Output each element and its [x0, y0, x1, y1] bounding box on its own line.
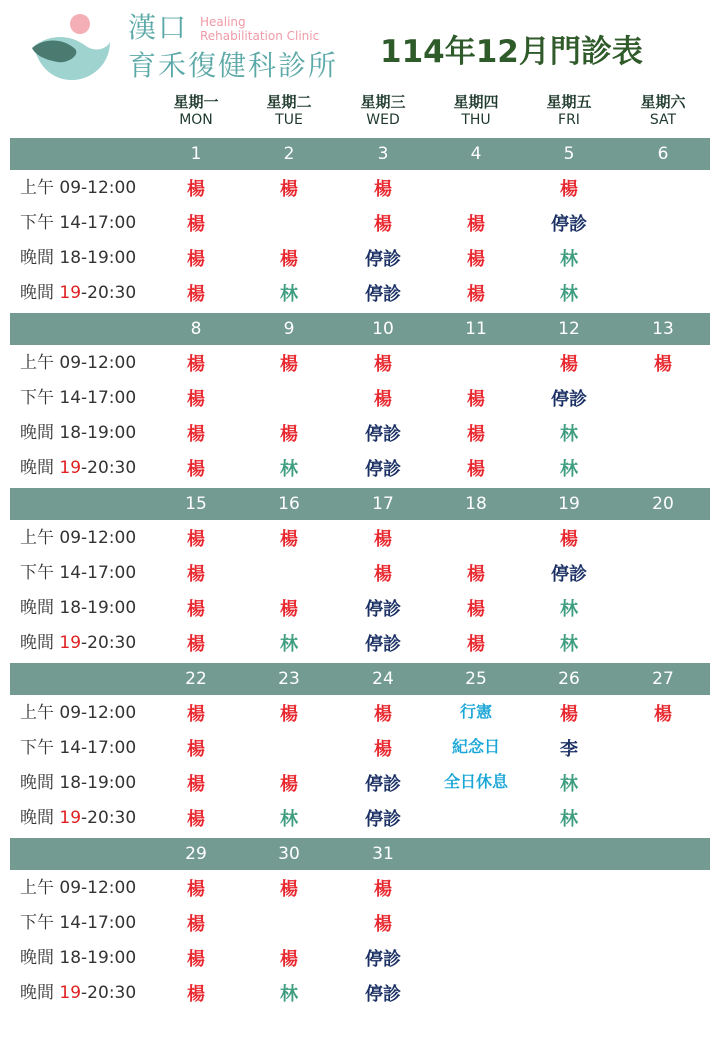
time-slot-text: 上午 09-12:00 [20, 528, 137, 548]
time-slot-label [20, 738, 136, 758]
date-cell: 27 [652, 669, 674, 689]
doctor-cell: 停診 [365, 249, 401, 270]
week-block [10, 663, 710, 838]
time-slot-label [20, 703, 136, 723]
doctor-cell: 楊 [374, 389, 392, 410]
doctor-cell: 停診 [365, 634, 401, 655]
holiday-note: 行憲 [459, 702, 492, 721]
time-slot-text-end: -20:30 [81, 633, 137, 653]
doctor-cell: 楊 [374, 529, 392, 550]
date-cell: 15 [185, 494, 207, 514]
time-slot-text: 上午 09-12:00 [20, 353, 137, 373]
time-slot-label [20, 878, 136, 898]
day-header-cn: 星期三 [360, 93, 406, 111]
time-slot-label [20, 423, 136, 443]
doctor-cell: 楊 [560, 704, 578, 725]
doctor-cell: 楊 [187, 634, 205, 655]
week-date-bar [10, 313, 710, 345]
time-slot-label [20, 353, 136, 373]
page-title: 114年12月門診表 [380, 34, 643, 70]
time-slot-text: 下午 14-17:00 [20, 388, 137, 408]
doctor-cell: 楊 [187, 984, 205, 1005]
doctor-cell: 楊 [280, 879, 298, 900]
week-block [10, 138, 710, 313]
doctor-cell: 楊 [560, 179, 578, 200]
day-header-cn: 星期六 [640, 93, 686, 111]
doctor-cell: 楊 [467, 424, 485, 445]
doctor-cell: 停診 [365, 424, 401, 445]
doctor-cell: 楊 [280, 354, 298, 375]
time-slot-label [20, 773, 136, 793]
clinic-name-line2: 育禾復健科診所 [128, 49, 339, 82]
time-slot-label [20, 948, 136, 968]
doctor-cell: 楊 [654, 704, 672, 725]
date-cell: 23 [278, 669, 300, 689]
time-slot-text: 晚間 [20, 283, 60, 303]
doctor-cell: 停診 [551, 389, 587, 410]
clinic-name-en-line2: Rehabilitation Clinic [200, 29, 320, 43]
doctor-cell: 楊 [467, 284, 485, 305]
holiday-note: 全日休息 [443, 772, 508, 791]
doctor-cell: 楊 [280, 949, 298, 970]
week-date-bar [10, 663, 710, 695]
time-slot-text: 晚間 18-19:00 [20, 423, 137, 443]
day-header-cn: 星期二 [266, 93, 312, 111]
date-cell: 6 [657, 144, 669, 164]
date-cell: 4 [470, 144, 482, 164]
week-date-bar [10, 488, 710, 520]
doctor-cell: 林 [560, 284, 578, 305]
clinic-name-en [200, 15, 350, 43]
time-slot-highlight: 19 [59, 283, 82, 303]
doctor-cell: 停診 [365, 284, 401, 305]
doctor-cell: 楊 [187, 529, 205, 550]
doctor-cell: 楊 [187, 809, 205, 830]
day-header-wed [336, 92, 430, 128]
date-cell: 2 [283, 144, 295, 164]
doctor-cell: 楊 [187, 914, 205, 935]
time-slot-highlight: 19 [59, 458, 82, 478]
day-header-en: TUE [275, 112, 303, 128]
date-cell: 19 [558, 494, 580, 514]
doctor-cell: 楊 [187, 179, 205, 200]
doctor-cell: 楊 [187, 704, 205, 725]
doctor-cell: 楊 [467, 459, 485, 480]
day-header-cn: 星期一 [173, 93, 219, 111]
time-slot-label [20, 563, 136, 583]
week-date-bar [10, 138, 710, 170]
date-cell: 11 [465, 319, 487, 339]
doctor-cell: 楊 [187, 249, 205, 270]
doctor-cell: 楊 [187, 739, 205, 760]
doctor-cell: 楊 [187, 214, 205, 235]
doctor-cell: 林 [280, 284, 298, 305]
doctor-cell: 楊 [374, 879, 392, 900]
time-slot-label [20, 598, 136, 618]
day-header-en: MON [179, 112, 213, 128]
time-slot-text-end: -20:30 [81, 283, 137, 303]
doctor-cell: 楊 [187, 949, 205, 970]
doctor-cell: 楊 [187, 284, 205, 305]
doctor-cell: 林 [560, 599, 578, 620]
doctor-cell: 林 [560, 634, 578, 655]
doctor-cell: 楊 [467, 599, 485, 620]
doctor-cell: 林 [280, 459, 298, 480]
date-cell: 17 [372, 494, 394, 514]
doctor-cell: 李 [560, 739, 578, 760]
day-header-tue [242, 92, 336, 128]
doctor-cell: 楊 [467, 389, 485, 410]
time-slot-text: 下午 14-17:00 [20, 213, 137, 233]
clinic-logo-icon [30, 12, 112, 84]
time-slot-text: 晚間 [20, 458, 60, 478]
time-slot-text: 晚間 18-19:00 [20, 773, 137, 793]
doctor-cell: 楊 [560, 529, 578, 550]
doctor-cell: 停診 [365, 809, 401, 830]
time-slot-label [20, 913, 136, 933]
day-header-en: SAT [649, 112, 677, 128]
date-cell: 10 [372, 319, 394, 339]
date-cell: 31 [372, 844, 394, 864]
doctor-cell: 楊 [374, 914, 392, 935]
date-cell: 13 [652, 319, 674, 339]
doctor-cell: 楊 [374, 704, 392, 725]
time-slot-label [20, 213, 136, 233]
doctor-cell: 楊 [187, 879, 205, 900]
date-cell: 16 [278, 494, 300, 514]
clinic-name-en-line1: Healing [200, 15, 246, 29]
time-slot-highlight: 19 [59, 808, 82, 828]
doctor-cell: 楊 [280, 704, 298, 725]
doctor-cell: 楊 [374, 179, 392, 200]
doctor-cell: 林 [560, 424, 578, 445]
doctor-cell: 楊 [560, 354, 578, 375]
date-cell: 25 [465, 669, 487, 689]
date-cell: 22 [185, 669, 207, 689]
day-header-en: FRI [558, 112, 580, 128]
doctor-cell: 停診 [551, 214, 587, 235]
time-slot-text: 晚間 18-19:00 [20, 598, 137, 618]
time-slot-label [20, 283, 136, 303]
day-header-en: WED [366, 112, 400, 128]
doctor-cell: 林 [560, 249, 578, 270]
date-cell: 8 [190, 319, 202, 339]
doctor-cell: 楊 [374, 739, 392, 760]
doctor-cell: 楊 [187, 424, 205, 445]
doctor-cell: 楊 [280, 424, 298, 445]
doctor-cell: 林 [560, 809, 578, 830]
time-slot-text-end: -20:30 [81, 983, 137, 1003]
date-cell: 3 [377, 144, 389, 164]
doctor-cell: 停診 [365, 599, 401, 620]
doctor-cell: 楊 [654, 354, 672, 375]
time-slot-text: 上午 09-12:00 [20, 703, 137, 723]
time-slot-label [20, 808, 136, 828]
doctor-cell: 楊 [467, 214, 485, 235]
doctor-cell: 楊 [467, 249, 485, 270]
day-header-mon [149, 92, 243, 128]
doctor-cell: 楊 [187, 774, 205, 795]
week-block [10, 488, 710, 663]
holiday-note: 紀念日 [451, 737, 500, 756]
time-slot-highlight: 19 [59, 633, 82, 653]
doctor-cell: 停診 [365, 949, 401, 970]
time-slot-label [20, 388, 136, 408]
time-slot-text: 晚間 [20, 808, 60, 828]
time-slot-label [20, 248, 136, 268]
doctor-cell: 林 [280, 984, 298, 1005]
day-header-cn: 星期五 [546, 93, 592, 111]
time-slot-label [20, 458, 136, 478]
date-cell: 1 [190, 144, 202, 164]
time-slot-text: 晚間 18-19:00 [20, 248, 137, 268]
doctor-cell: 楊 [467, 634, 485, 655]
time-slot-text: 下午 14-17:00 [20, 738, 137, 758]
time-slot-label [20, 178, 136, 198]
date-cell: 24 [372, 669, 394, 689]
time-slot-label [20, 528, 136, 548]
doctor-cell: 停診 [551, 564, 587, 585]
doctor-cell: 林 [560, 774, 578, 795]
doctor-cell: 停診 [365, 459, 401, 480]
clinic-name-line1: 漢口 [128, 11, 189, 44]
date-cell: 9 [283, 319, 295, 339]
day-header-en: THU [461, 112, 491, 128]
time-slot-text: 晚間 [20, 983, 60, 1003]
day-header-cn: 星期四 [453, 93, 499, 111]
time-slot-text: 晚間 18-19:00 [20, 948, 137, 968]
doctor-cell: 楊 [280, 774, 298, 795]
doctor-cell: 林 [280, 809, 298, 830]
doctor-cell: 楊 [187, 564, 205, 585]
time-slot-text-end: -20:30 [81, 808, 137, 828]
doctor-cell: 楊 [280, 529, 298, 550]
doctor-cell: 楊 [280, 599, 298, 620]
doctor-cell: 林 [560, 459, 578, 480]
doctor-cell: 林 [280, 634, 298, 655]
week-block [10, 313, 710, 488]
doctor-cell: 楊 [187, 599, 205, 620]
week-block [10, 838, 710, 1013]
doctor-cell: 楊 [280, 249, 298, 270]
date-cell: 30 [278, 844, 300, 864]
doctor-cell: 楊 [467, 564, 485, 585]
day-header-fri [522, 92, 616, 128]
date-cell: 12 [558, 319, 580, 339]
doctor-cell: 楊 [374, 214, 392, 235]
day-header-thu [429, 92, 523, 128]
date-cell: 26 [558, 669, 580, 689]
doctor-cell: 楊 [280, 179, 298, 200]
doctor-cell: 楊 [374, 354, 392, 375]
time-slot-text: 下午 14-17:00 [20, 913, 137, 933]
time-slot-text: 上午 09-12:00 [20, 178, 137, 198]
time-slot-text: 晚間 [20, 633, 60, 653]
doctor-cell: 楊 [187, 459, 205, 480]
day-header-sat [616, 92, 710, 128]
doctor-cell: 楊 [187, 354, 205, 375]
doctor-cell: 楊 [374, 564, 392, 585]
time-slot-text-end: -20:30 [81, 458, 137, 478]
time-slot-label [20, 633, 136, 653]
date-cell: 20 [652, 494, 674, 514]
doctor-cell: 停診 [365, 984, 401, 1005]
time-slot-highlight: 19 [59, 983, 82, 1003]
time-slot-label [20, 983, 136, 1003]
doctor-cell: 楊 [187, 389, 205, 410]
date-cell: 29 [185, 844, 207, 864]
doctor-cell: 停診 [365, 774, 401, 795]
time-slot-text: 上午 09-12:00 [20, 878, 137, 898]
date-cell: 5 [563, 144, 575, 164]
date-cell: 18 [465, 494, 487, 514]
time-slot-text: 下午 14-17:00 [20, 563, 137, 583]
week-date-bar [10, 838, 710, 870]
